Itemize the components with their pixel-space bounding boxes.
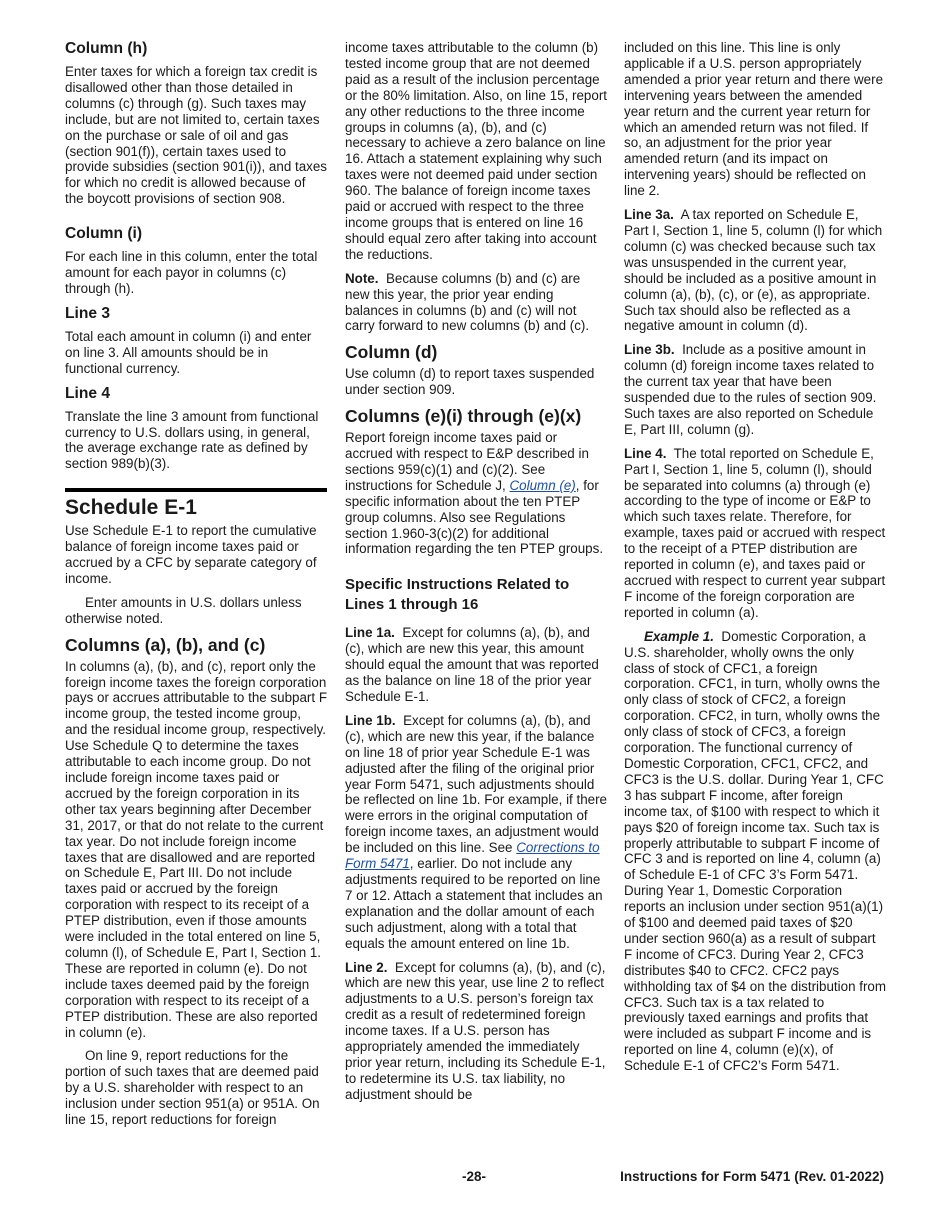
schedule-e1-dollars-note: Enter amounts in U.S. dollars unless otherwise noted. (65, 594, 302, 626)
line1b-text: Except for columns (a), (b), and (c), which are new this year, if the balance on line 18 of prior year Schedule E-1 was adjusted after the filing of the original prior year Form 5471, such adjustments should be reflected on line 1b. For example, if there were errors in the original computation of foreign income taxes, an adjustment would be included on this line. See (345, 712, 608, 856)
line2-paragraph (345, 960, 607, 1103)
col-i-heading: Column (i) (65, 225, 143, 243)
col-h-text: Enter taxes for which a foreign tax credit is disallowed other than those detailed in columns (c) through (g). Such taxes may include, but are not limited to, certain taxes on the purchase or sale of oil and gas (section 901(f)), certain taxes used to provide subsidies (section 901(i)), and taxes for which no credit is allowed because of the boycott provisions of section 908. (65, 64, 327, 207)
line1b-text-cont: , earlier. Do not include any adjustments required to be reported on line 7 or 12. Attach a statement that includes an explanation and the dollar amount of each such adjustment, along with a total that equals the amount entered on line 1b. (345, 856, 603, 951)
line4-heading: Line 4 (65, 384, 111, 402)
example1-lead: Example 1. (644, 628, 714, 644)
cols-abc-text: In columns (a), (b), and (c), report only the foreign income taxes the foreign corporation pays or accrues attributable to the subpart F income group, the tested income group, and the residual income group, respectively. Use Schedule Q to determine the taxes attributable to each income group. Do not include foreign income taxes paid or accrued by the foreign corporation in its other tax years beginning after December 31, 2017, or that do not relate to the current tax year. Do not include foreign income taxes that are disallowed and are reported on Schedule E, Part III. Do not include taxes paid or accrued by the foreign corporation with respect to its receipt of a PTEP distribution, even if those amounts were included in the total entered on line 5, column (l), of Schedule E, Part I, Section 1. These are reported in column (e). Do not include taxes deemed paid by the foreign corporation with respect to its receipt of a PTEP distribution. These are also reported in column (e). (65, 658, 328, 1040)
column-right (624, 40, 886, 1082)
line1b-lead: Line 1b. (345, 712, 396, 728)
column-middle (345, 40, 607, 1111)
col-d-text: Use column (d) to report taxes suspended under section 909. (345, 366, 595, 398)
line2-lead: Line 2. (345, 959, 388, 975)
page-number: -28- (462, 1169, 487, 1184)
note-text: Because columns (b) and (c) are new this year, the prior year ending balances in columns (b) and (c) will not carry forward to new columns (b) and (c). (345, 270, 590, 334)
line2-continued: included on this line. This line is only applicable if a U.S. person appropriately amended a prior year return and there were intervening years between the amended year return and the current year return for which an amended return was not filed. If so, an adjustment for the prior year amended return (and its impact on intervening years) should be reflected on line 2. (624, 40, 884, 199)
example1-text: Domestic Corporation, a U.S. shareholder, wholly owns the only class of stock of CFC1, a foreign corporation. CFC1, in turn, wholly owns the only class of stock of CFC2, a foreign corporation. CFC2, in turn, wholly owns the only class of stock of CFC3, a foreign corporation. The functional currency of Domestic Corporation, CFC1, CFC2, and CFC3 is the U.S. dollar. During Year 1, CFC 3 has subpart F income, after foreign income tax, of $100 with respect to which it pays $20 of foreign income tax. Such tax is properly attributable to subpart F income of CFC 3 and is reported on line 4, column (a) of Schedule E-1 of CFC 3’s Form 5471. During Year 1, Domestic Corporation reports an inclusion under section 951(a)(1) of $100 and deemed paid taxes of $20 under section 960(a) as a result of subpart F income of CFC3. During Year 2, CFC3 distributes $40 to CFC2. CFC2 pays withholding tax of $4 on the distribution from CFC3. Such tax is a tax related to previously taxed earnings and profits that were included as subpart F income and is reported on line 4, column (e)(x), of Schedule E-1 of CFC2’s Form 5471. (624, 628, 887, 1074)
cols-e-text: Report foreign income taxes paid or accrued with respect to E&P described in sections 959(c)(1) and (c)(2). See instructions for Schedule J, (345, 430, 589, 493)
note-paragraph (345, 271, 607, 335)
corrections-link[interactable]: Corrections to Form 5471 (345, 840, 600, 872)
line3a-paragraph (624, 207, 886, 334)
schedule-e1-heading: Schedule E-1 (65, 496, 197, 520)
line1a-lead: Line 1a. (345, 625, 395, 641)
schedule-e1-section (65, 488, 327, 626)
line2-text: Except for columns (a), (b), and (c), which are new this year, use line 2 to reflect adjustments to a U.S. person’s foreign tax credit as a result of redetermined foreign income taxes. If a U.S. person has appropriately amended the immediately prior year return, including its Schedule E-1, to redetermine its U.S. tax liability, no adjustment should be (345, 959, 606, 1102)
line1a-paragraph (345, 625, 607, 705)
note-lead: Note. (345, 270, 379, 286)
col-d-heading: Column (d) (345, 342, 438, 363)
cols-e-paragraph (345, 430, 607, 557)
line3a-text: A tax reported on Schedule E, Part I, Section 1, line 5, column (l) for which column (c) was checked because such tax was unsuspended in the current year, should be included as a positive amount in column (a), (b), (c), or (e), as appropriate. Such tax should also be reflected as a negative amount in column (d). (624, 207, 883, 334)
line4-lead: Line 4. (624, 445, 667, 461)
line3b-text: Include as a positive amount in column (d) foreign income taxes related to the current tax year that have been suspended due to the rules of section 909. Such taxes are also reported on Schedule E, Part III, column (g). (624, 342, 877, 437)
line3-heading: Line 3 (65, 304, 111, 322)
line9-text: On line 9, report reductions for the portion of such taxes that are deemed paid by a U.S. shareholder with respect to an inclusion under section 951(a) or 951A. On line 15, report reductions for foreign (65, 1048, 320, 1128)
line1a-text: Except for columns (a), (b), and (c), which are new this year, this amount should equal the amount that was reported as the balance on line 18 of the prior year Schedule E-1. (345, 625, 599, 704)
line1b-paragraph (345, 713, 607, 952)
line4-text: The total reported on Schedule E, Part I, Section 1, line 5, column (l), should be separated into columns (a) through (e) according to the type of income or E&P to which such taxes relate. Therefore, for example, taxes paid or accrued with respect to the receipt of a PTEP distribution are reported in column (e), and taxes paid or accrued with respect to current year subpart F income of the foreign corporation are reported in column (a). (624, 445, 886, 620)
line3-text: Total each amount in column (i) and enter on line 3. All amounts should be in functional currency. (65, 328, 312, 376)
cols-e-heading: Columns (e)(i) through (e)(x) (345, 406, 582, 427)
column-left (65, 40, 327, 1136)
specific-instructions-heading: Specific Instructions Related to Lines 1 through 16 (345, 576, 570, 614)
cols-e-text-cont: , for specific information about the ten PTEP group columns. Also see Regulations section 1.960-3(c)(2) for additional information regarding the ten PTEP groups. (345, 477, 604, 557)
line3a-lead: Line 3a. (624, 207, 674, 223)
line3b-paragraph (624, 342, 886, 437)
example1-paragraph (624, 629, 886, 1074)
cols-abc-heading: Columns (a), (b), and (c) (65, 634, 266, 655)
cols-abc-continued: income taxes attributable to the column (b) tested income group that are not deemed paid as a result of the inclusion percentage or the 80% limitation. Also, on line 15, report any other reductions to the three income groups in columns (a), (b), and (c) necessary to achieve a zero balance on line 16. Attach a statement explaining why such taxes were not deemed paid under section 960. The balance of foreign income taxes paid or accrued with respect to the three income groups that is entered on line 16 should equal zero after taking into account the reductions. (345, 40, 608, 262)
line3b-lead: Line 3b. (624, 342, 675, 358)
line4-paragraph (624, 446, 886, 621)
line4-text: Translate the line 3 amount from functional currency to U.S. dollars using, in general, the average exchange rate as defined by section 989(b)(3). (65, 408, 319, 472)
column-e-link[interactable]: Column (e) (509, 477, 576, 493)
schedule-e1-text: Use Schedule E-1 to report the cumulative balance of foreign income taxes paid or accrued by a CFC by separate category of income. (65, 523, 317, 586)
form-reference: Instructions for Form 5471 (Rev. 01-2022) (620, 1169, 884, 1184)
col-i-text: For each line in this column, enter the total amount for each payor in columns (c) through (h). (65, 249, 318, 296)
col-h-heading: Column (h) (65, 40, 148, 57)
